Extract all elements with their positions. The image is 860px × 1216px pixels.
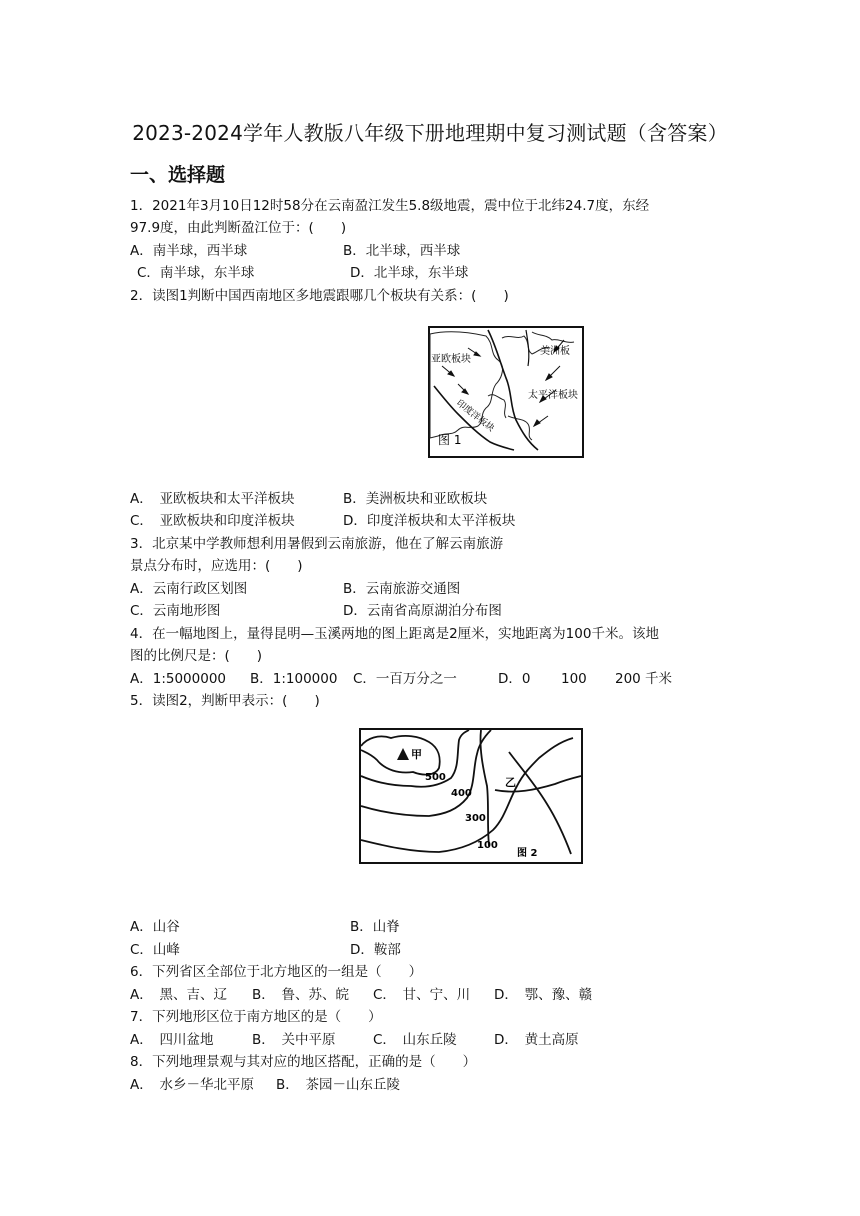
q3-stem-line2: 景点分布时，应选用：( ) [130,558,303,574]
q2-option-d: D．印度洋板块和太平洋板块 [343,513,516,529]
q3-option-d: D．云南省高原湖泊分布图 [343,603,502,619]
q4-option-c: C．一百万分之一 [353,671,457,687]
figure-2-contour-map [359,728,583,864]
q4-option-a: A．1:5000000 [130,671,226,687]
q4-option-b: B．1:100000 [250,671,338,687]
q4-stem-line2: 图的比例尺是：( ) [130,648,263,664]
q6-stem: 6．下列省区全部位于北方地区的一组是（ ） [130,964,423,980]
label-eurasian-plate: 亚欧板块 [431,354,471,365]
contour-label-300: 300 [465,813,486,824]
q1-stem-line2: 97.9度，由此判断盈江位于：( ) [130,220,347,236]
q8-option-b: B． 茶园－山东丘陵 [276,1077,401,1093]
q1-option-b: B．北半球，西半球 [343,243,461,259]
q3-stem-line1: 3．北京某中学教师想利用暑假到云南旅游，他在了解云南旅游 [130,536,504,552]
q6-option-b: B． 鲁、苏、皖 [252,987,350,1003]
q7-option-d: D． 黄土高原 [494,1032,579,1048]
q5-option-d: D．鞍部 [350,942,401,958]
q6-option-a: A． 黑、吉、辽 [130,987,227,1003]
q3-option-b: B．云南旅游交通图 [343,581,461,597]
q1-option-a: A．南半球，西半球 [130,243,248,259]
label-indian-ocean-plate: 印度洋板块 [454,398,496,435]
q8-stem: 8．下列地理景观与其对应的地区搭配，正确的是（ ） [130,1054,477,1070]
q1-option-c: C．南半球，东半球 [137,265,255,281]
q2-option-c: C． 亚欧板块和印度洋板块 [130,513,295,529]
document-title: 2023-2024学年人教版八年级下册地理期中复习测试题（含答案） [132,121,728,145]
figure-1-caption: 图 1 [438,433,462,447]
q5-option-b: B．山脊 [350,919,400,935]
q4-option-d: D．0 [498,671,531,687]
label-pacific-plate: 太平洋板块 [528,390,578,401]
section-heading: 一、选择题 [130,164,226,186]
q1-stem-line1: 1．2021年3月10日12时58分在云南盈江发生5.8级地震，震中位于北纬24.7度，东经 [130,198,650,214]
q8-option-a: A． 水乡－华北平原 [130,1077,254,1093]
label-yi: 乙 [505,776,516,789]
q2-option-b: B．美洲板块和亚欧板块 [343,491,488,507]
q4-option-d-scale-end: 200 千米 [615,671,673,687]
q2-option-a: A． 亚欧板块和太平洋板块 [130,491,295,507]
contour-label-500: 500 [425,772,446,783]
q5-option-a: A．山谷 [130,919,180,935]
q6-option-d: D． 鄂、豫、赣 [494,987,593,1003]
q7-option-c: C． 山东丘陵 [373,1032,457,1048]
q7-stem: 7．下列地形区位于南方地区的是（ ） [130,1009,382,1025]
figure-2-caption: 图 2 [517,848,538,859]
q5-stem: 5．读图2，判断甲表示：( ) [130,693,320,709]
label-jia: 甲 [411,748,422,761]
q6-option-c: C． 甘、宁、川 [373,987,471,1003]
contour-label-100: 100 [477,840,498,851]
q5-option-c: C．山峰 [130,942,180,958]
q4-stem-line1: 4．在一幅地图上，量得昆明—玉溪两地的图上距离是2厘米，实地距离为100千米。该地 [130,626,659,642]
q7-option-b: B． 关中平原 [252,1032,336,1048]
q1-option-d: D．北半球，东半球 [350,265,469,281]
q3-option-a: A．云南行政区划图 [130,581,248,597]
contour-label-400: 400 [451,788,472,799]
q2-stem: 2．读图1判断中国西南地区多地震跟哪几个板块有关系：( ) [130,288,509,304]
figure-1-plate-map [428,326,584,458]
label-american-plate: 美洲板 [540,346,570,357]
q3-option-c: C．云南地形图 [130,603,221,619]
q7-option-a: A． 四川盆地 [130,1032,214,1048]
q4-option-d-scale-mid: 100 [561,671,587,687]
